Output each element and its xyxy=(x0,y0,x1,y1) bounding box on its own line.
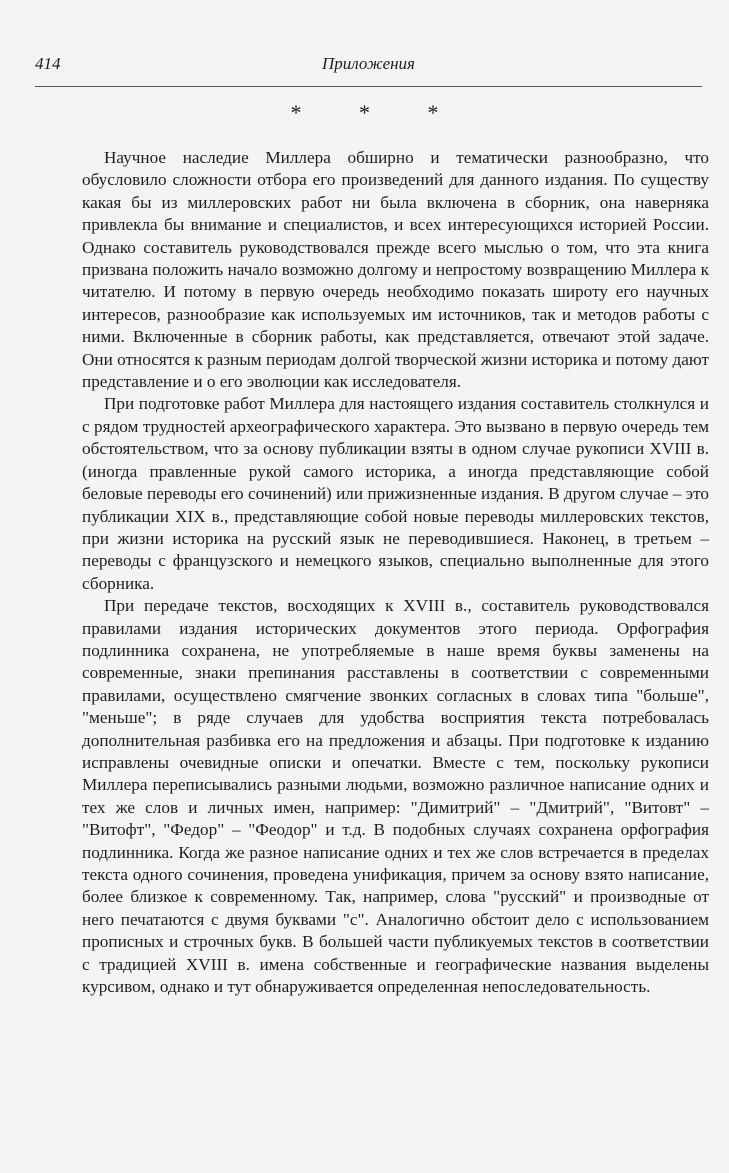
page-number: 414 xyxy=(35,54,61,73)
body-text xyxy=(82,147,709,998)
paragraph-1: Научное наследие Миллера обширно и тематически разнообразно, что обусловило сложности отбора его произведений для данного издания. По существу какая бы из миллеровских работ ни была включена в сборник, она наверняка привлекла бы внимание и специалистов, и всех интересующихся историей России. Однако составитель руководствовался прежде всего мыслью о том, что эта книга призвана положить начало возможно долгому и непростому возвращению Миллера к читателю. И потому в первую очередь необходимо показать широту его научных интересов, разнообразие как используемых им источников, так и методов работы с ними. Включенные в сборник работы, как представляется, отвечают этой задаче. Они относятся к разным периодам долгой творческой жизни историка и потому дают представление и о его эволюции как исследователя. xyxy=(82,148,709,392)
section-separator: * * * xyxy=(290,100,465,125)
page-header xyxy=(35,52,702,87)
paragraph-2: При подготовке работ Миллера для настоящего издания составитель столкнулся и с рядом трудностей археографического характера. Это вызвано в первую очередь тем обстоятельством, что за основу публикации взяты в одном случае рукописи XVIII в. (иногда правленные рукой самого историка, а иногда представляющие собой беловые переводы его сочинений) или прижизненные издания. В другом случае – это публикации XIX в., представляющие собой новые переводы миллеровских текстов, при жизни историка на русский язык не переводившиеся. Наконец, в третьем – переводы с французского и немецкого языков, специально выполненные для этого сборника. xyxy=(82,394,709,593)
paragraph-3: При передаче текстов, восходящих к XVIII в., составитель руководствовался правилами издания исторических документов этого периода. Орфография подлинника сохранена, не употребляемые в наше время буквы заменены на современные, знаки препинания расставлены в соответствии с современными правилами, осуществлено смягчение звонких согласных в словах типа "больше", "меньше"; в ряде случаев для удобства восприятия текста потребовалась дополнительная разбивка его на предложения и абзацы. При подготовке к изданию исправлены очевидные описки и опечатки. Вместе с тем, поскольку рукописи Миллера переписывались разными людьми, возможно различное написание одних и тех же слов и личных имен, например: "Димитрий" – "Дмитрий", "Витовт" – "Витофт", "Федор" – "Феодор" и т.д. В подобных случаях сохранена орфография подлинника. Когда же разное написание одних и тех же слов встречается в пределах текста одного сочинения, проведена унификация, причем за основу взято написание, более близкое к современному. Так, например, слова "русский" и производные от него печатаются с двумя буквами "с". Аналогично обстоит дело с использованием прописных и строчных букв. В большей части публикуемых текстов в соответствии с традицией XVIII в. имена собственные и географические названия выделены курсивом, однако и тут обнаруживается определенная непоследовательность. xyxy=(82,596,709,997)
running-title: Приложения xyxy=(322,54,415,73)
